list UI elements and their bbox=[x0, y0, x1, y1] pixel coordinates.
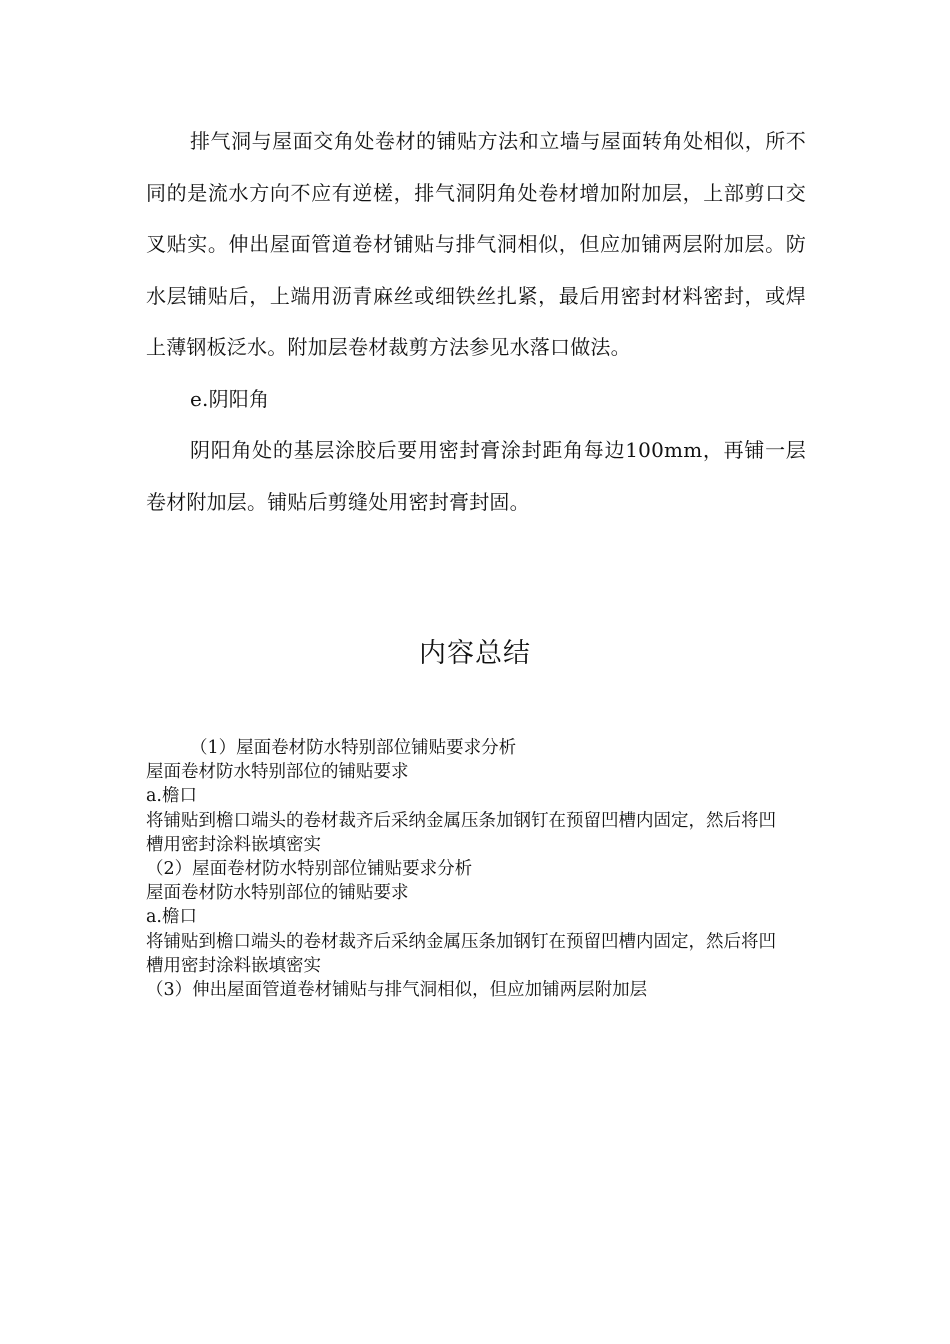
paragraph-exhaust-hole: 排气洞与屋面交角处卷材的铺贴方法和立墙与屋面转角处相似，所不同的是流水方向不应有逆槎，排气洞阴角处卷材增加附加层，上部剪口交叉贴实。伸出屋面管道卷材铺贴与排气洞相似，但应加铺两层附加层。防水层铺贴后，上端用沥青麻丝或细铁丝扎紧，最后用密封材料密封，或焊上薄钢板泛水。附加层卷材裁剪方法参见水落口做法。 bbox=[146, 129, 806, 359]
summary-line: 将铺贴到檐口端头的卷材裁齐后采纳金属压条加钢钉在预留凹槽内固定，然后将凹槽用密封涂料嵌填密实 bbox=[146, 931, 776, 976]
summary-line: 屋面卷材防水特别部位的铺贴要求 bbox=[146, 883, 409, 904]
summary-heading: 内容总结 bbox=[419, 638, 531, 669]
summary-line: （2）屋面卷材防水特别部位铺贴要求分析 bbox=[146, 859, 473, 880]
summary-line: 屋面卷材防水特别部位的铺贴要求 bbox=[146, 762, 409, 783]
summary-line: （3）伸出屋面管道卷材铺贴与排气洞相似，但应加铺两层附加层 bbox=[146, 980, 648, 1001]
summary-section bbox=[146, 736, 786, 1002]
summary-line: a.檐口 bbox=[146, 907, 197, 928]
paragraph-heading-inside-outside-corner: e.阴阳角 bbox=[190, 386, 270, 411]
paragraph-inside-outside-corner: 阴阳角处的基层涂胶后要用密封膏涂封距角每边100mm，再铺一层卷材附加层。铺贴后剪缝处用密封膏封固。 bbox=[146, 438, 806, 514]
body-text bbox=[146, 116, 806, 528]
summary-line: （1）屋面卷材防水特别部位铺贴要求分析 bbox=[190, 738, 517, 758]
summary-line: 将铺贴到檐口端头的卷材裁齐后采纳金属压条加钢钉在预留凹槽内固定，然后将凹槽用密封涂料嵌填密实 bbox=[146, 810, 776, 855]
summary-line: a.檐口 bbox=[146, 786, 197, 807]
